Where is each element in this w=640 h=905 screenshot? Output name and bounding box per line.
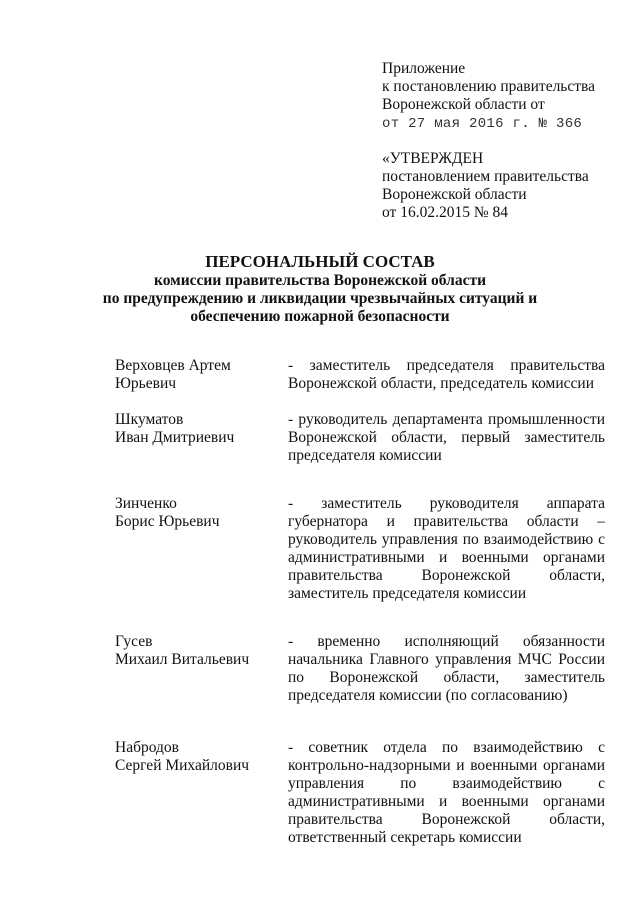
member-given-name: Сергей Михайлович — [115, 757, 250, 774]
date-number-stamp: от 27 мая 2016 г. № 366 — [382, 116, 583, 132]
member-name — [115, 739, 280, 775]
member-row — [115, 633, 605, 705]
member-given-name: Михаил Витальевич — [115, 651, 250, 668]
member-role: - заместитель руководителя аппарата губернатора и правительства области – руководитель управления по взаимодействию с административными и военными органами правительства Воронежской области, заместитель председателя комиссии — [288, 495, 605, 602]
appendix-line-1: Приложение — [382, 60, 466, 77]
member-given-name: Иван Дмитриевич — [115, 429, 235, 446]
member-row — [115, 495, 605, 603]
approved-line-4: от 16.02.2015 № 84 — [382, 204, 508, 221]
member-given-name: Юрьевич — [115, 375, 177, 392]
appendix-line-2: к постановлению правительства — [382, 78, 596, 95]
member-row — [115, 739, 605, 847]
document-subtitle-line-3: обеспечению пожарной безопасности — [190, 308, 450, 325]
member-surname: Верховцев Артем — [115, 357, 231, 374]
approved-line-3: Воронежской области — [382, 186, 527, 203]
member-surname: Зинченко — [115, 495, 177, 512]
member-surname: Набродов — [115, 739, 179, 756]
member-row — [115, 357, 605, 393]
member-surname: Гусев — [115, 633, 153, 650]
member-role: - руководитель департамента промышленности Воронежской области, первый заместитель председателя комиссии — [288, 411, 605, 464]
approved-line-1: «УТВЕРЖДЕН — [382, 150, 484, 167]
appendix-block — [382, 60, 622, 133]
document-subtitle-line-2: по предупреждению и ликвидации чрезвычайных ситуаций и — [102, 290, 538, 307]
member-name — [115, 633, 280, 669]
member-role: - временно исполняющий обязанности начальника Главного управления МЧС России по Воронежской области, заместитель председателя комиссии (по согласованию) — [288, 633, 605, 704]
document-heading — [40, 252, 600, 326]
member-row — [115, 411, 605, 465]
members-list — [115, 357, 605, 847]
document-title: ПЕРСОНАЛЬНЫЙ СОСТАВ — [205, 252, 435, 271]
member-name — [115, 411, 280, 447]
member-surname: Шкуматов — [115, 411, 184, 428]
member-role: - советник отдела по взаимодействию с контрольно-надзорными и военными органами управления по взаимодействию с административными и военными органами правительства Воронежской области, ответственный секретарь комиссии — [288, 739, 605, 846]
member-role: - заместитель председателя правительства Воронежской области, председатель комиссии — [288, 357, 605, 392]
member-name — [115, 495, 280, 531]
approved-line-2: постановлением правительства — [382, 168, 589, 185]
approved-block — [382, 150, 622, 222]
appendix-line-3: Воронежской области от — [382, 96, 545, 113]
member-name — [115, 357, 280, 393]
member-given-name: Борис Юрьевич — [115, 513, 220, 530]
document-subtitle-line-1: комиссии правительства Воронежской области — [153, 272, 487, 289]
